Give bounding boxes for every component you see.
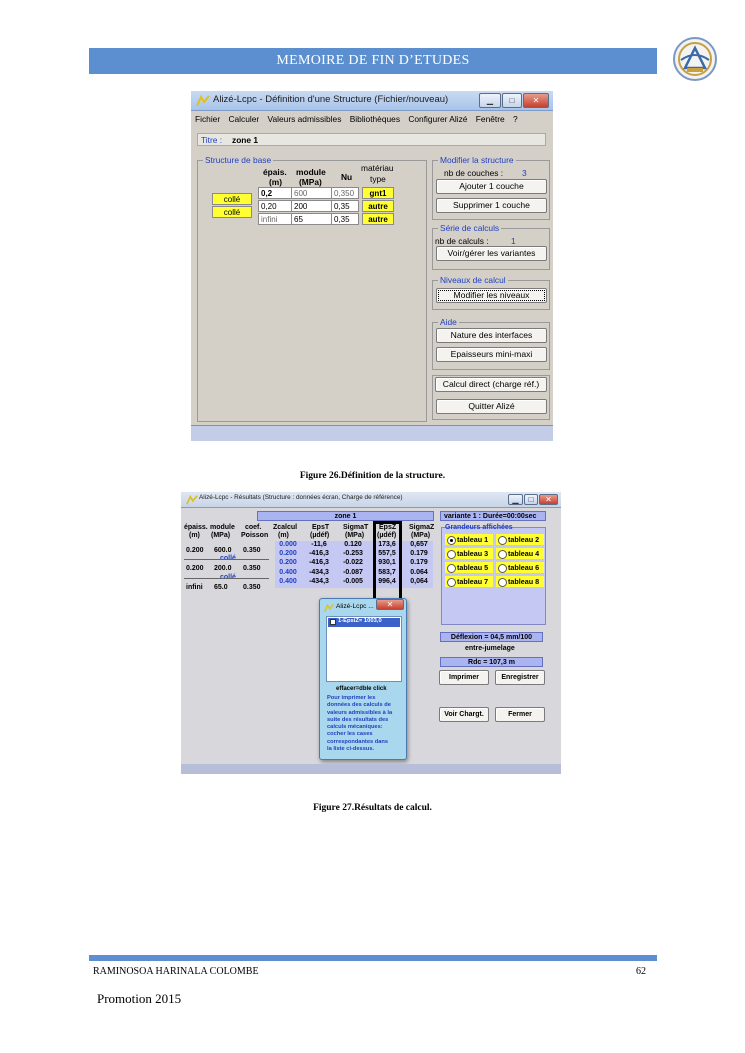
hdr-epaiss: épaiss. — [184, 524, 208, 531]
layer3-nu: 0.350 — [243, 584, 261, 591]
layer1-ep: 0.200 — [186, 547, 204, 554]
zone-bar: zone 1 — [257, 511, 434, 521]
variante-bar: variante 1 : Durée=00:00sec — [440, 511, 546, 521]
tableau-7-radio[interactable]: tableau 7 — [445, 576, 493, 587]
modify-structure-title: Modifier la structure — [440, 155, 514, 165]
alize-app-icon — [324, 603, 334, 613]
structure-group-title: Structure de base — [205, 155, 272, 165]
layer3-epais[interactable]: infini — [258, 213, 292, 225]
col-module: module — [296, 167, 326, 177]
nb-calculs-label: nb de calculs : — [435, 236, 489, 246]
tableau-8-radio[interactable]: tableau 8 — [496, 576, 544, 587]
add-layer-button[interactable]: Ajouter 1 couche — [436, 179, 547, 194]
result-row — [275, 578, 435, 587]
col-type: type — [370, 174, 386, 184]
voir-chargement-button[interactable]: Voir Chargt. — [439, 707, 489, 722]
results-maximize-button[interactable]: □ — [524, 494, 538, 505]
result-row — [275, 569, 435, 578]
colle-1: collé — [220, 555, 236, 562]
hdr-sigmaz-unit: (MPa) — [411, 532, 431, 539]
hdr-epsz-unit: (µdéf) — [377, 532, 397, 539]
hdr-module: module — [210, 524, 235, 531]
nb-couches-value: 3 — [522, 168, 527, 178]
footer-bar — [89, 955, 657, 961]
aide-group-title: Aide — [440, 317, 457, 327]
structure-window — [191, 91, 553, 441]
row2-sigz: 0.179 — [410, 550, 428, 557]
results-status-strip — [181, 764, 561, 774]
row1-sigt: 0.120 — [344, 541, 362, 548]
row2-epsz: 557,5 — [378, 550, 396, 557]
quit-button[interactable]: Quitter Alizé — [436, 399, 547, 414]
tableau-5-radio[interactable]: tableau 5 — [445, 562, 493, 573]
help-line: Pour imprimer les — [327, 695, 376, 701]
close-results-button[interactable]: Fermer — [495, 707, 545, 722]
hdr-zcalcul: Zcalcul — [273, 524, 298, 531]
popup-help — [327, 695, 405, 753]
layer2-mod: 200.0 — [214, 565, 232, 572]
layer2-nu: 0.350 — [243, 565, 261, 572]
popup-close-button[interactable]: ✕ — [376, 599, 404, 610]
window-title: Alizé-Lcpc - Définition d'une Structure (Fichier/nouveau) — [213, 94, 449, 105]
layer3-type[interactable]: autre — [362, 213, 394, 225]
row3-epsz: 930,1 — [378, 559, 396, 566]
nb-calculs-value: 1 — [511, 236, 516, 246]
col-epais: épais. — [263, 167, 287, 177]
help-line: correspondantes dans — [327, 738, 388, 745]
interfaces-button[interactable]: Nature des interfaces — [436, 328, 547, 343]
layer2-nu[interactable]: 0,35 — [331, 200, 359, 212]
row1-sigz: 0,657 — [410, 541, 428, 548]
tableau-4-radio[interactable]: tableau 4 — [496, 548, 544, 559]
result-row — [275, 559, 435, 569]
row2-sigt: -0.253 — [343, 550, 363, 557]
row1-z: 0.000 — [279, 541, 297, 548]
row1-epsz: 173,6 — [378, 541, 396, 548]
row5-z: 0.400 — [279, 578, 297, 585]
menu-fichier[interactable]: Fichier — [195, 114, 221, 124]
print-button[interactable]: Imprimer — [439, 670, 489, 685]
layer2-epais[interactable]: 0,20 — [258, 200, 292, 212]
help-line: la liste ci-dessus. — [327, 746, 375, 753]
layer3-nu[interactable]: 0,35 — [331, 213, 359, 225]
col-module-unit: (MPa) — [299, 177, 322, 187]
maximize-button[interactable]: □ — [502, 93, 522, 108]
help-line: suite des résultats des — [327, 716, 389, 723]
popup-item-checkbox[interactable] — [330, 619, 336, 625]
modify-levels-button[interactable]: Modifier les niveaux — [436, 288, 547, 303]
figure-26-caption: Figure 26.Définition de la structure. — [299, 471, 446, 481]
row1-epst: -11,6 — [311, 541, 327, 548]
close-button[interactable]: ✕ — [523, 93, 549, 108]
result-row — [275, 541, 435, 550]
popup-window — [319, 598, 407, 760]
row5-sigt: -0.005 — [343, 578, 363, 585]
tableau-2-radio[interactable]: tableau 2 — [496, 534, 544, 545]
niveaux-group-title: Niveaux de calcul — [440, 275, 506, 285]
save-button[interactable]: Enregistrer — [495, 670, 545, 685]
titre-label: Titre : — [201, 135, 223, 145]
tableau-1-radio[interactable]: tableau 1 — [445, 534, 493, 545]
menu-valeurs-admissibles[interactable]: Valeurs admissibles — [267, 114, 342, 124]
hdr-epsz: EpsZ — [379, 524, 397, 531]
popup-list-item[interactable] — [328, 618, 400, 627]
menu-calculer[interactable]: Calculer — [228, 114, 260, 124]
results-title-bar — [181, 492, 561, 508]
jumelage-label: entre-jumelage — [465, 645, 515, 652]
popup-effacer: effacer=dble click — [336, 686, 387, 692]
hdr-sigmat-unit: (MPa) — [345, 532, 365, 539]
layer2-type[interactable]: autre — [362, 200, 394, 212]
remove-layer-button[interactable]: Supprimer 1 couche — [436, 198, 547, 213]
hdr-zcalcul-unit: (m) — [278, 532, 289, 539]
hdr-sigmaz: SigmaZ — [409, 524, 435, 531]
row5-epst: -434,3 — [309, 578, 329, 585]
grandeurs-title: Grandeurs affichées — [445, 524, 513, 531]
tableau-3-radio[interactable]: tableau 3 — [445, 548, 493, 559]
epaisseurs-button[interactable]: Epaisseurs mini-maxi — [436, 347, 547, 362]
hdr-module-unit: (MPa) — [211, 532, 231, 539]
result-row — [275, 550, 435, 559]
popup-title: Alizé-Lcpc ... — [336, 603, 374, 610]
menu-bibliotheques[interactable]: Bibliothèques — [349, 114, 401, 124]
layer1-nu: 0.350 — [243, 547, 261, 554]
results-minimize-button[interactable]: ▁ — [508, 494, 523, 505]
row3-z: 0.200 — [279, 559, 297, 566]
row5-sigz: 0,064 — [410, 578, 428, 585]
header-title: MEMOIRE DE FIN D’ETUDES — [276, 53, 470, 68]
popup-listbox[interactable] — [326, 616, 402, 682]
layer3-mod: 65.0 — [214, 584, 228, 591]
footer-author: RAMINOSOA HARINALA COLOMBE — [93, 966, 259, 977]
layer-divider-1 — [184, 559, 269, 560]
results-window-title: Alizé-Lcpc - Résultats (Structure : données écran, Charge de référence) — [199, 494, 403, 501]
row5-epsz: 996,4 — [378, 578, 396, 585]
interface-1[interactable]: collé — [212, 193, 252, 205]
row3-sigz: 0.179 — [410, 559, 428, 566]
row2-epst: -416,3 — [309, 550, 329, 557]
popup-item-text: 1-EpsiZ= 1003,0 — [338, 618, 382, 624]
titre-value: zone 1 — [232, 135, 259, 145]
nb-couches-label: nb de couches : — [444, 168, 504, 178]
variants-button[interactable]: Voir/gérer les variantes — [436, 246, 547, 261]
colle-2: collé — [220, 574, 236, 581]
row3-sigt: -0.022 — [343, 559, 363, 566]
popup-title-bar — [320, 599, 406, 615]
layer1-type[interactable]: gnt1 — [362, 187, 394, 199]
row4-sigt: -0.087 — [343, 569, 363, 576]
help-line: valeurs admissibles à la — [327, 709, 393, 716]
help-line: données des calculs de — [327, 702, 391, 709]
hdr-epst: EpsT — [312, 524, 330, 531]
hdr-coef: coef. — [245, 524, 262, 531]
row4-z: 0.400 — [279, 569, 297, 576]
deflexion-bar: Déflexion = 04,5 mm/100 — [440, 632, 543, 642]
rdc-bar: Rdc = 107,3 m — [440, 657, 543, 667]
footer-promotion: Promotion 2015 — [97, 991, 182, 1006]
title-bar — [191, 91, 553, 111]
row4-sigz: 0.064 — [410, 569, 428, 576]
serie-group-title: Série de calculs — [440, 223, 500, 233]
page-header — [89, 48, 657, 74]
menu-configurer[interactable]: Configurer Alizé — [408, 114, 468, 124]
layer1-nu[interactable]: 0,350 — [331, 187, 359, 199]
menu-bar — [195, 114, 549, 128]
university-logo — [671, 36, 719, 82]
grandeurs-group — [441, 524, 546, 625]
hdr-epst-unit: (µdéf) — [310, 532, 330, 539]
col-epais-unit: (m) — [269, 177, 283, 187]
direct-calc-button[interactable]: Calcul direct (charge réf.) — [435, 377, 547, 392]
tableau-6-radio[interactable]: tableau 6 — [496, 562, 544, 573]
results-rows — [275, 541, 435, 587]
menu-help[interactable]: ? — [513, 114, 518, 124]
hdr-coef-unit: Poisson — [241, 532, 269, 539]
minimize-button[interactable]: ▁ — [479, 93, 501, 108]
results-close-button[interactable]: ✕ — [539, 494, 558, 505]
row4-epst: -434,3 — [309, 569, 329, 576]
layer1-mod: 600.0 — [214, 547, 232, 554]
row2-z: 0.200 — [279, 550, 297, 557]
title-field[interactable] — [197, 133, 546, 146]
layer3-module[interactable]: 65 — [291, 213, 332, 225]
results-window — [181, 492, 561, 774]
menu-fenetre[interactable]: Fenêtre — [475, 114, 505, 124]
interface-2[interactable]: collé — [212, 206, 252, 218]
layer-divider-2 — [184, 578, 269, 579]
status-strip — [191, 425, 553, 441]
page-number: 62 — [636, 966, 646, 977]
col-nu: Nu — [341, 172, 353, 182]
hdr-sigmat: SigmaT — [343, 524, 369, 531]
row4-epsz: 583,7 — [378, 569, 396, 576]
layer3-ep: infini — [186, 584, 203, 591]
layer1-epais[interactable]: 0,2 — [258, 187, 292, 199]
help-line: cocher les cases — [327, 731, 373, 738]
layer2-ep: 0.200 — [186, 565, 204, 572]
row3-epst: -416,3 — [309, 559, 329, 566]
hdr-epaiss-unit: (m) — [189, 532, 200, 539]
col-materiau: matériau — [361, 163, 394, 173]
help-line: calculs mécaniques: — [327, 724, 383, 731]
figure-27-caption: Figure 27.Résultats de calcul. — [313, 803, 432, 813]
alize-app-icon — [196, 94, 210, 108]
layer2-module[interactable]: 200 — [291, 200, 332, 212]
alize-app-icon — [186, 494, 198, 506]
layer1-module[interactable]: 600 — [291, 187, 332, 199]
